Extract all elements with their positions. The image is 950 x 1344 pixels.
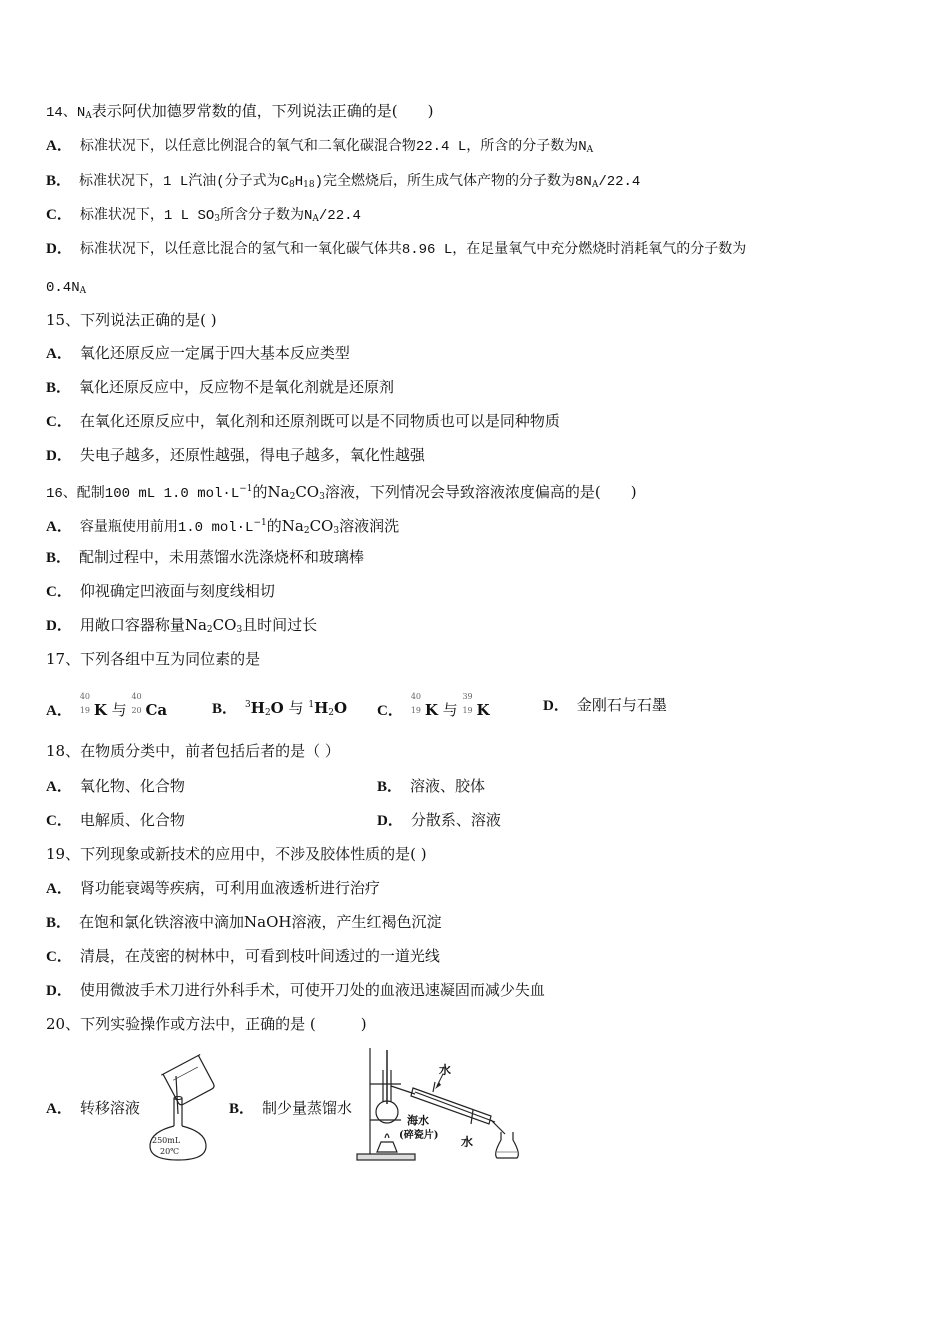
- water-outlet-label: 水: [439, 1063, 452, 1077]
- q14-option-a: A． 标准状况下，以任意比例混合的氧气和二氧化碳混合物22.4 L，所含的分子数为$N_A$: [46, 138, 594, 155]
- q16-option-d: D． 用敞口容器称量$Na_2CO_3$且时间过长: [46, 616, 318, 635]
- q20-option-b: B． 制少量蒸馏水: [229, 1099, 353, 1117]
- q18-option-c: C． 电解质、化合物: [46, 811, 185, 829]
- q14-option-d: D． 标准状况下，以任意比混合的氢气和一氧化碳气体共8.96 L，在足量氧气中充分燃烧时消耗氧气的分子数为: [46, 241, 747, 258]
- isotope-notation: 39 19: [462, 692, 473, 715]
- q16-option-a: A． 容量瓶使用前用1.0 $mol\cdot L^{-1}$的$Na_2CO_3$溶液润洗: [46, 517, 400, 536]
- q19-stem: 19、下列现象或新技术的应用中，不涉及胶体性质的是( ): [46, 845, 427, 863]
- q15-option-c: C． 在氧化还原反应中，氧化剂和还原剂既可以是不同物质也可以是同种物质: [46, 412, 560, 430]
- q15-option-d: D． 失电子越多，还原性越强，得电子越多，氧化性越强: [46, 446, 425, 464]
- q19-option-a: A． 肾功能衰竭等疾病，可利用血液透析进行治疗: [46, 879, 380, 897]
- porcelain-chips-label: (碎瓷片): [399, 1130, 439, 1141]
- q15-option-b: B． 氧化还原反应中，反应物不是氧化剂就是还原剂: [46, 378, 395, 396]
- q18-option-b: B． 溶液、胶体: [377, 777, 486, 795]
- isotope-notation: 40 19: [79, 692, 91, 715]
- q17-stem: 17、下列各组中互为同位素的是: [46, 650, 261, 668]
- q18-option-a: A． 氧化物、化合物: [46, 777, 185, 795]
- volumetric-flask-figure: [138, 1052, 218, 1164]
- q14-option-b: B． 标准状况下，1 L汽油(分子式为$C_8H_{18}$)完全燃烧后，所生成气体产物的分子数为$8N_A/22.4$: [46, 173, 641, 190]
- isotope-notation: 40 19: [410, 692, 422, 715]
- flask-volume-label: 250mL: [152, 1136, 181, 1145]
- q18-stem: 18、在物质分类中，前者包括后者的是（ ）: [46, 742, 340, 760]
- q19-option-d: D． 使用微波手术刀进行外科手术，可使开刀处的血液迅速凝固而减少失血: [46, 981, 545, 999]
- distillation-apparatus-figure: [355, 1046, 527, 1164]
- q18-option-d: D． 分散系、溶液: [377, 811, 501, 829]
- q19-option-c: C． 清晨，在茂密的树林中，可看到枝叶间透过的一道光线: [46, 947, 440, 965]
- q17-option-b: B． $^3H_2O$ 与 $^1H_2O$: [212, 699, 348, 718]
- q15-option-a: A． 氧化还原反应一定属于四大基本反应类型: [46, 344, 350, 362]
- q16-option-b: B． 配制过程中，未用蒸馏水洗涤烧杯和玻璃棒: [46, 548, 365, 566]
- flask-temperature-label: 20℃: [160, 1147, 180, 1156]
- water-inlet-label: 水: [461, 1135, 474, 1149]
- q14-option-d-continued: $0.4N_A$: [46, 280, 87, 296]
- isotope-notation: 40 20: [131, 692, 142, 715]
- q14-option-c: C． 标准状况下，1 L $SO_3$所含分子数为$N_A/22.4$: [46, 207, 361, 224]
- q17-option-a: A． 40 19 K 与 40 20 Ca: [46, 692, 168, 719]
- q15-stem: 15、下列说法正确的是( ): [46, 311, 217, 329]
- seawater-label: 海水: [407, 1114, 429, 1127]
- q20-stem: 20、下列实验操作或方法中，正确的是 ( ): [46, 1015, 367, 1033]
- q14-stem: 14、$N_A$表示阿伏加德罗常数的值，下列说法正确的是( ): [46, 102, 434, 121]
- q16-option-c: C． 仰视确定凹液面与刻度线相切: [46, 582, 275, 600]
- q20-option-a: A． 转移溶液: [46, 1099, 140, 1117]
- q19-option-b: B． 在饱和氯化铁溶液中滴加NaOH溶液，产生红褐色沉淀: [46, 913, 442, 931]
- q16-stem: 16、配制100 mL 1.0 $mol\cdot L^{-1}$的$Na_2CO_3$溶液，下列情况会导致溶液浓度偏高的是( ): [46, 483, 637, 502]
- q17-option-d: D． 金刚石与石墨: [543, 696, 667, 714]
- q17-option-c: C． 40 19 K 与 39 19 K: [377, 692, 490, 719]
